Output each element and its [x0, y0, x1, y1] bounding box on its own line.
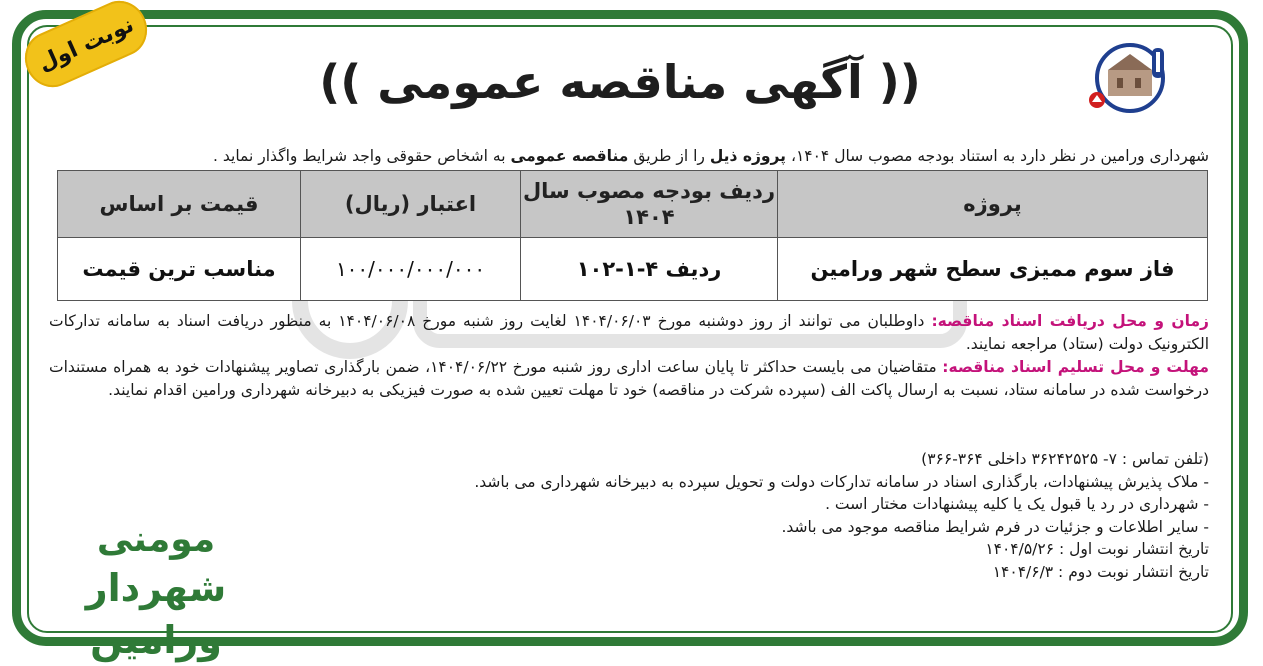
table-row [58, 238, 1208, 301]
signature-block [46, 518, 266, 666]
header-budget-row: ردیف بودجه مصوب سال ۱۴۰۴ [521, 171, 778, 238]
signature-name: مومنی [96, 519, 216, 560]
publication-badge: نوبت اول [16, 0, 156, 96]
cell-credit: ۱۰۰/۰۰۰/۰۰۰/۰۰۰ [301, 238, 521, 301]
tender-table [57, 170, 1208, 301]
tender-details [49, 310, 1209, 402]
cell-price-basis: مناسب ترین قیمت [58, 238, 301, 301]
section-text: متقاضیان می بایست حداکثر تا پایان ساعت اداری روز شنبه مورخ ۱۴۰۴/۰۶/۲۲، ضمن بارگذاری تصاویر پیشنهادات خود به همراه مستندات درخواست شده در سامانه ستاد، نسبت به ارسال پاکت الف (سپرده شرکت در مناقصه) خود تا مهلت تعیین شده به صورت فیزیکی به دبیرخانه شهرداری ورامین اقدام نمایند. [49, 358, 1209, 399]
intro-text-3: به اشخاص حقوقی واجد شرایط واگذار نماید . [213, 147, 511, 165]
municipality-logo-icon [1088, 40, 1170, 114]
list-item: - سایر اطلاعات و جزئیات در فرم شرایط مناقصه موجود می باشد. [781, 517, 1209, 536]
intro-bold-project: پروژه ذیل [709, 147, 787, 165]
section-label: زمان و محل دریافت اسناد مناقصه: [931, 312, 1209, 330]
signature-title: شهردار ورامین [85, 566, 227, 662]
second-publication-date: تاریخ انتشار نوبت دوم : ۱۴۰۴/۶/۳ [992, 562, 1209, 581]
intro-text-2: را از طریق [628, 147, 710, 165]
page-title: (( آگهی مناقصه عمومی )) [319, 55, 921, 109]
first-publication-date: تاریخ انتشار نوبت اول : ۱۴۰۴/۵/۲۶ [985, 540, 1209, 559]
cell-budget-row: ردیف ۴-۱-۱۰۲ [521, 238, 778, 301]
section-document-submission [49, 356, 1209, 402]
table-header-row [58, 171, 1208, 238]
header-project: پروژه [778, 171, 1208, 238]
list-item: - شهرداری در رد یا قبول یک یا کلیه پیشنهادات مختار است . [825, 495, 1209, 514]
list-item: - ملاک پذیرش پیشنهادات، بارگذاری اسناد در سامانه تدارکات دولت و تحویل سپرده به دبیرخانه شهرداری می باشد. [474, 472, 1209, 491]
contact-phone: (تلفن تماس : ۷- ۳۶۲۴۲۵۲۵ داخلی ۳۶۴-۳۶۶) [921, 450, 1209, 468]
intro-paragraph [49, 146, 1209, 166]
section-text: داوطلبان می توانند از روز دوشنبه مورخ ۱۴۰۴/۰۶/۰۳ لغایت روز شنبه مورخ ۱۴۰۴/۰۶/۰۸ به منظور دریافت اسناد به سامانه تدارکات الکترونیک دولت (ستاد) مراجعه نمایند. [49, 312, 1209, 353]
notes-list [249, 448, 1209, 584]
section-document-receipt [49, 310, 1209, 356]
cell-project: فاز سوم ممیزی سطح شهر ورامین [778, 238, 1208, 301]
section-label: مهلت و محل تسلیم اسناد مناقصه: [942, 358, 1209, 376]
header-credit: اعتبار (ریال) [301, 171, 521, 238]
header-price-basis: قیمت بر اساس [58, 171, 301, 238]
intro-text-1: شهرداری ورامین در نظر دارد به استناد بودجه مصوب سال ۱۴۰۴، [786, 147, 1209, 165]
intro-bold-tender: مناقصه عمومی [510, 147, 629, 165]
